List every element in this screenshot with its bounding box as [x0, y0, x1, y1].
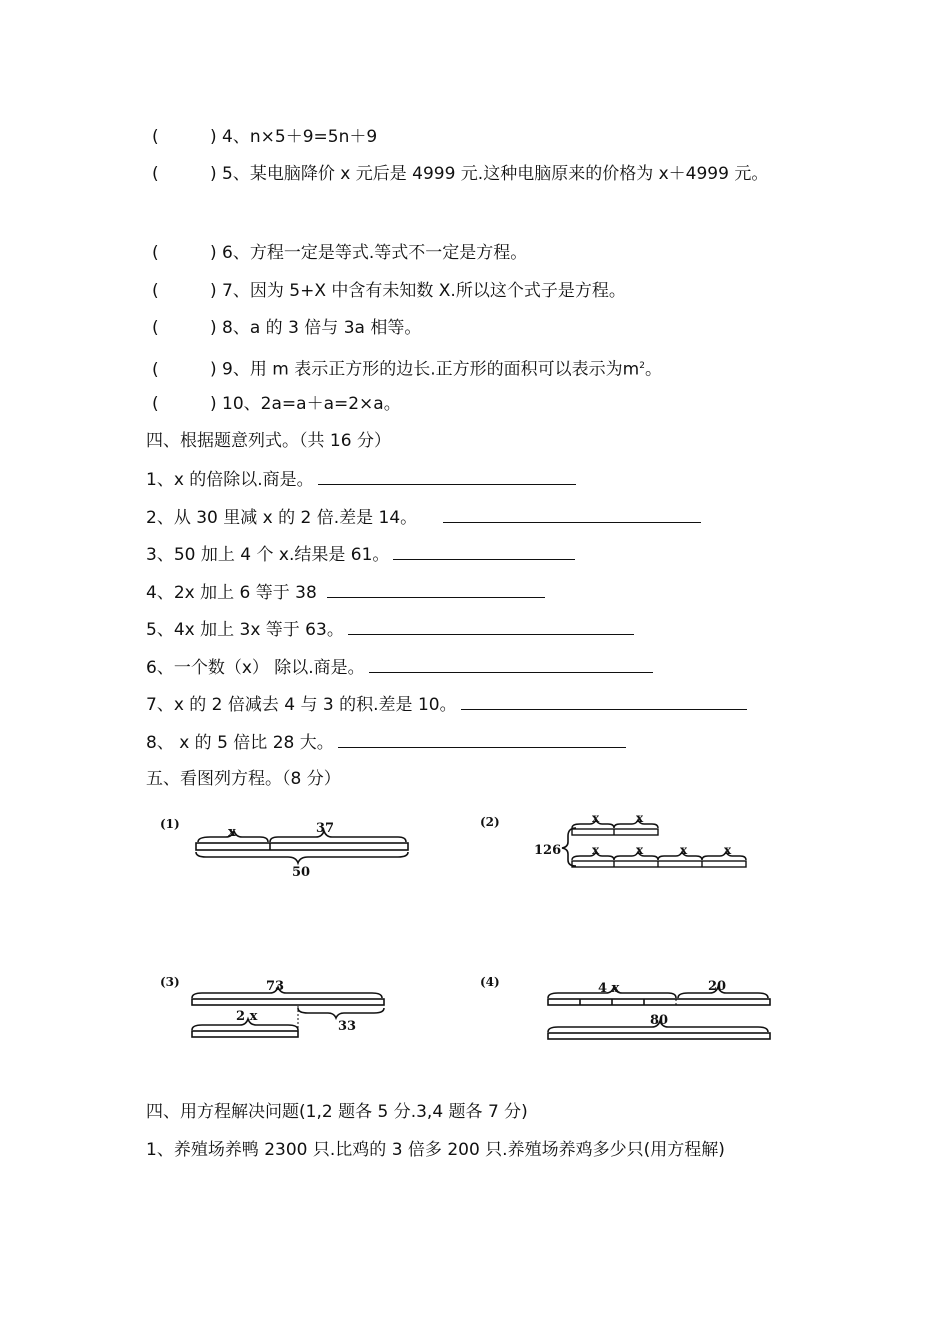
tf-item-8: [152, 317, 421, 339]
tf-item-6: [152, 242, 527, 264]
bottom-value-label: 50: [292, 865, 311, 880]
unknown-x-label: x: [724, 843, 732, 857]
item-text: 8、 x 的 5 倍比 28 大。: [146, 733, 334, 753]
item-text: 4、2x 加上 6 等于 38: [146, 583, 317, 603]
expression-item-1: [146, 468, 576, 491]
brace-top: [270, 831, 406, 842]
tf-text-end: 。: [644, 359, 662, 380]
superscript: 2: [639, 361, 645, 371]
bottom-value-label: 80: [650, 1013, 669, 1028]
brace-right-bottom: [298, 1008, 384, 1018]
item-text: 3、50 加上 4 个 x.结果是 61。: [146, 545, 390, 565]
diagram-2: [480, 810, 760, 870]
item-text: 2、从 30 里减 x 的 2 倍.差是 14。: [146, 508, 418, 528]
answer-paren-open[interactable]: (: [152, 164, 159, 184]
total-value-label: 126: [534, 843, 562, 858]
unknown-x-label: x: [228, 825, 236, 840]
tf-text: 5、某电脑降价 x 元后是 4999 元.这种电脑原来的价格为 x＋4999 元。: [222, 164, 769, 184]
item-text: 7、x 的 2 倍减去 4 与 3 的积.差是 10。: [146, 695, 457, 715]
answer-blank[interactable]: [443, 506, 701, 523]
tf-text: 6、方程一定是等式.等式不一定是方程。: [222, 243, 528, 263]
tf-item-5: [152, 163, 768, 185]
answer-blank[interactable]: [348, 618, 634, 635]
expression-item-6: [146, 656, 653, 679]
bar-row-1: [572, 829, 658, 835]
brace-row-1: [572, 820, 658, 828]
diagram-3: [160, 970, 400, 1050]
item-text: 5、4x 加上 3x 等于 63。: [146, 620, 344, 640]
diagram-label: (3): [160, 975, 180, 989]
brace-top: [192, 987, 382, 998]
answer-blank[interactable]: [327, 581, 545, 598]
answer-blank[interactable]: [461, 693, 747, 710]
expression-item-3: [146, 543, 575, 566]
tf-text: 9、用 m 表示正方形的边长.正方形的面积可以表示为m: [222, 359, 640, 380]
tf-item-9: [152, 355, 662, 381]
top-value-label: 37: [316, 821, 335, 836]
answer-blank[interactable]: [318, 468, 576, 485]
tf-text: 10、2a=a＋a=2×a。: [222, 394, 401, 414]
answer-paren-open[interactable]: (: [152, 127, 159, 147]
expression-item-8: [146, 731, 626, 754]
brace-bottom: [196, 852, 408, 863]
answer-blank[interactable]: [338, 731, 626, 748]
curly-brace-left: [562, 828, 576, 866]
expression-item-2: [146, 506, 701, 529]
unknown-x-label: x: [636, 843, 644, 857]
top-left-value-label: 4 x: [598, 981, 620, 996]
left-value-label: 2 x: [236, 1009, 258, 1024]
top-right-value-label: 20: [708, 979, 727, 994]
tf-item-7: [152, 280, 626, 302]
section-heading: 四、用方程解决问题(1,2 题各 5 分.3,4 题各 7 分): [146, 1102, 528, 1122]
item-text: 1、x 的倍除以.商是。: [146, 470, 314, 490]
answer-paren-open[interactable]: (: [152, 281, 159, 301]
word-problem-1: 1、养殖场养鸭 2300 只.比鸡的 3 倍多 200 只.养殖场养鸡多少只(用方程解): [146, 1140, 725, 1160]
right-value-label: 33: [338, 1019, 357, 1034]
bar-bottom: [192, 1031, 298, 1037]
item-text: 6、一个数（x） 除以.商是。: [146, 658, 365, 678]
answer-paren-open[interactable]: (: [152, 243, 159, 263]
tf-text: 8、a 的 3 倍与 3a 相等。: [222, 318, 422, 338]
answer-paren-open[interactable]: (: [152, 318, 159, 338]
expression-item-7: [146, 693, 747, 716]
bar-bottom: [548, 1033, 770, 1039]
bar: [196, 843, 408, 850]
answer-paren-close: ): [210, 281, 217, 301]
diagram-4: [480, 970, 780, 1050]
diagram-label: (2): [480, 815, 500, 829]
answer-paren-close: ): [210, 127, 217, 147]
unknown-x-label: x: [680, 843, 688, 857]
answer-paren-open[interactable]: (: [152, 394, 159, 414]
bar-top: [548, 999, 770, 1005]
diagram-label: (4): [480, 975, 500, 989]
diagram-1: [160, 812, 420, 882]
answer-paren-close: ): [210, 164, 217, 184]
tf-text: 4、n×5＋9=5n＋9: [222, 127, 378, 147]
unknown-x-label: x: [636, 811, 644, 825]
answer-blank[interactable]: [393, 543, 575, 560]
diagram-label: (1): [160, 817, 180, 831]
tf-item-4: [152, 126, 377, 148]
top-value-label: 73: [266, 979, 285, 994]
unknown-x-label: x: [592, 811, 600, 825]
bar-row-2: [572, 861, 746, 867]
expression-item-5: [146, 618, 634, 641]
section-heading: 五、看图列方程。（8 分）: [146, 769, 341, 789]
answer-paren-close: ): [210, 243, 217, 263]
section-heading: 四、根据题意列式。（共 16 分）: [146, 431, 391, 451]
answer-paren-close: ): [210, 318, 217, 338]
tf-text: 7、因为 5+X 中含有未知数 X.所以这个式子是方程。: [222, 281, 626, 301]
unknown-x-label: x: [592, 843, 600, 857]
answer-paren-close: ): [210, 359, 217, 380]
tf-item-10: [152, 393, 401, 415]
answer-paren-open[interactable]: (: [152, 359, 159, 380]
answer-paren-close: ): [210, 394, 217, 414]
expression-item-4: [146, 581, 545, 604]
bar-top: [192, 999, 384, 1005]
answer-blank[interactable]: [369, 656, 653, 673]
